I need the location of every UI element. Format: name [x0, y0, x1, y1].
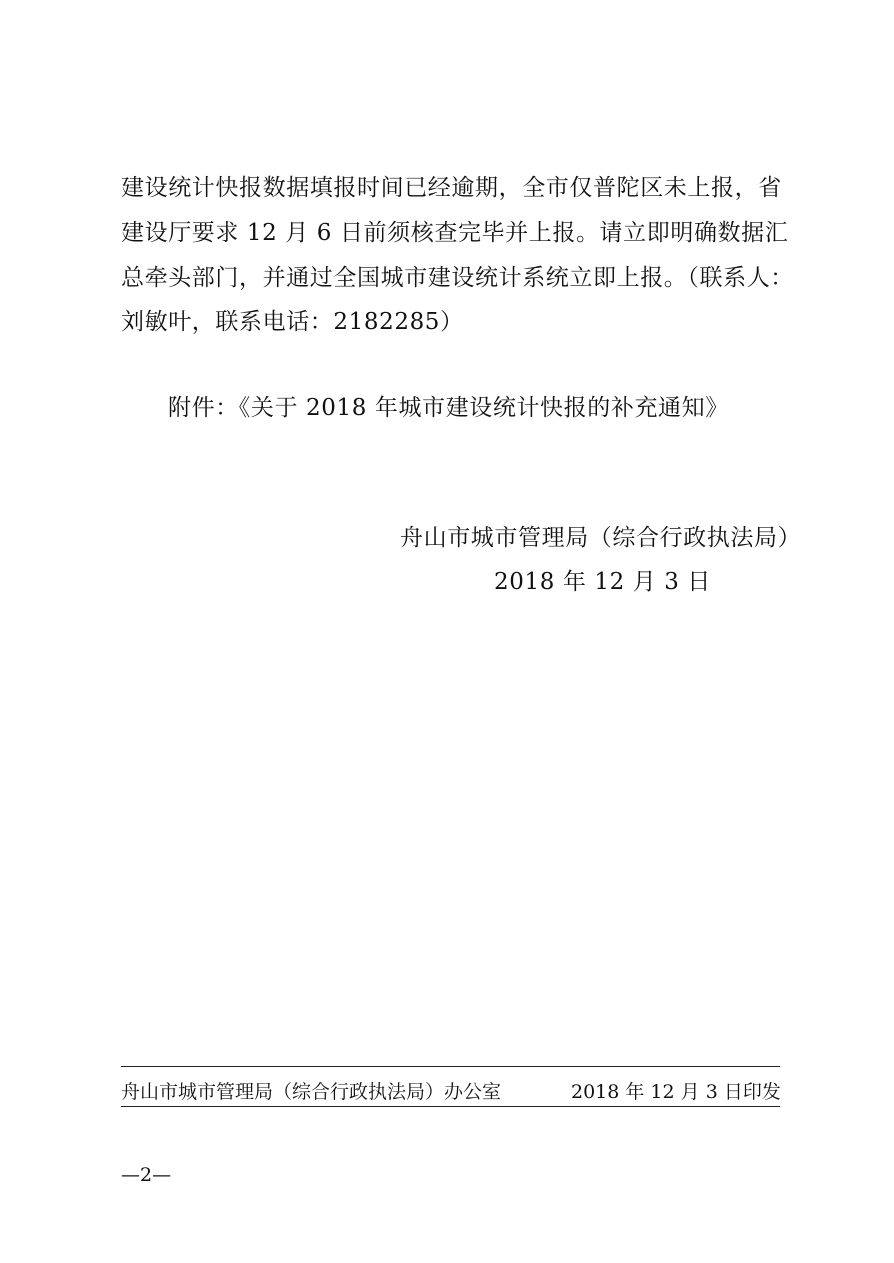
body-line-2: 建设厅要求 12 月 6 日前须核查完毕并上报。请立即明确数据汇 [121, 220, 789, 246]
signature-date: 2018 年 12 月 3 日 [494, 569, 711, 595]
signature-organization: 舟山市城市管理局（综合行政执法局） [400, 525, 802, 551]
body-line-1: 建设统计快报数据填报时间已经逾期，全市仅普陀区未上报，省 [121, 175, 782, 201]
attachment-line: 附件：《关于 2018 年城市建设统计快报的补充通知》 [168, 395, 729, 421]
footer-top-rule [121, 1066, 780, 1067]
footer-issue-date: 2018 年 12 月 3 日印发 [571, 1081, 781, 1103]
body-line-3: 总牵头部门，并通过全国城市建设统计系统立即上报。（联系人： [121, 265, 794, 291]
body-line-4: 刘敏叶，联系电话：2182285） [121, 309, 464, 335]
footer-bottom-rule [121, 1106, 780, 1107]
page-number: —2— [121, 1164, 172, 1186]
footer-issuer: 舟山市城市管理局（综合行政执法局）办公室 [121, 1081, 502, 1103]
